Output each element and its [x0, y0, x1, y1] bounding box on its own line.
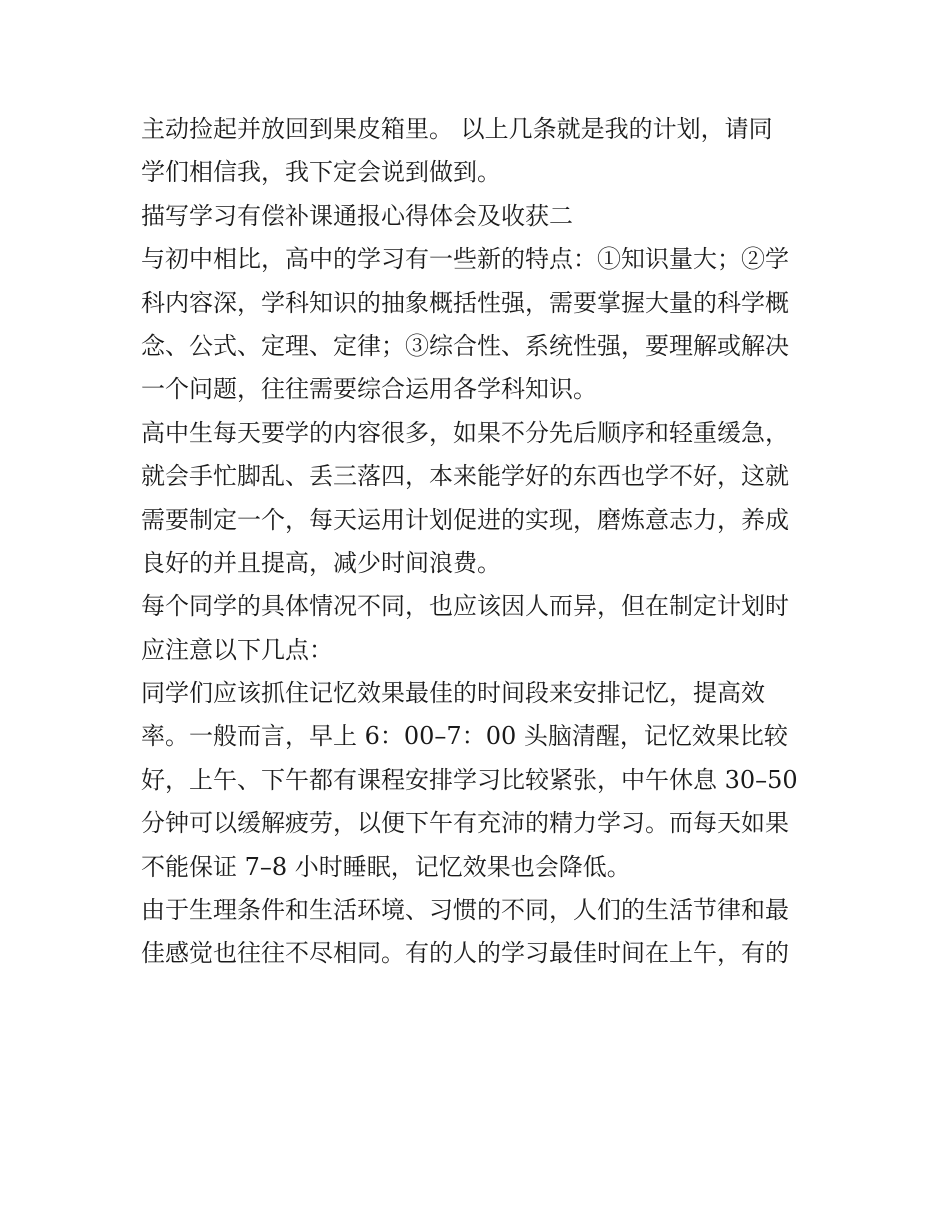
text-line: 不能保证 7–8 小时睡眠，记忆效果也会降低。: [141, 852, 631, 881]
text-line: 佳感觉也往往不尽相同。有的人的学习最佳时间在上午，有的: [141, 939, 789, 968]
text-line: 科内容深，学科知识的抽象概括性强，需要掌握大量的科学概: [141, 288, 789, 317]
text-line: 分钟可以缓解疲劳，以便下午有充沛的精力学习。而每天如果: [141, 809, 789, 838]
text-line: 与初中相比，高中的学习有一些新的特点：①知识量大；②学: [141, 245, 789, 274]
text-line: 主动捡起并放回到果皮箱里。 以上几条就是我的计划，请同: [141, 115, 773, 143]
text-line: 由于生理条件和生活环境、习惯的不同，人们的生活节律和最: [141, 896, 789, 925]
text-line: 学们相信我，我下定会说到做到。: [141, 158, 501, 187]
text-line: 一个问题，往往需要综合运用各学科知识。: [141, 375, 597, 404]
text-line: 每个同学的具体情况不同，也应该因人而异，但在制定计划时: [141, 592, 789, 621]
text-line: 高中生每天要学的内容很多，如果不分先后顺序和轻重缓急，: [141, 418, 789, 447]
text-line: 率。一般而言，早上 6：00–7：00 头脑清醒，记忆效果比较: [141, 722, 788, 751]
section-heading: 描写学习有偿补课通报心得体会及收获二: [141, 201, 573, 230]
text-line: 同学们应该抓住记忆效果最佳的时间段来安排记忆，提高效: [141, 679, 765, 708]
text-line: 应注意以下几点：: [141, 635, 333, 664]
text-line: 需要制定一个，每天运用计划促进的实现，磨炼意志力，养成: [141, 505, 789, 534]
text-line: 念、公式、定理、定律；③综合性、系统性强，要理解或解决: [141, 331, 789, 360]
text-line: 良好的并且提高，减少时间浪费。: [141, 548, 501, 577]
document-body: [141, 108, 821, 976]
text-line: 好，上午、下午都有课程安排学习比较紧张，中午休息 30–50: [141, 765, 798, 794]
text-line: 就会手忙脚乱、丢三落四，本来能学好的东西也学不好，这就: [141, 462, 789, 491]
